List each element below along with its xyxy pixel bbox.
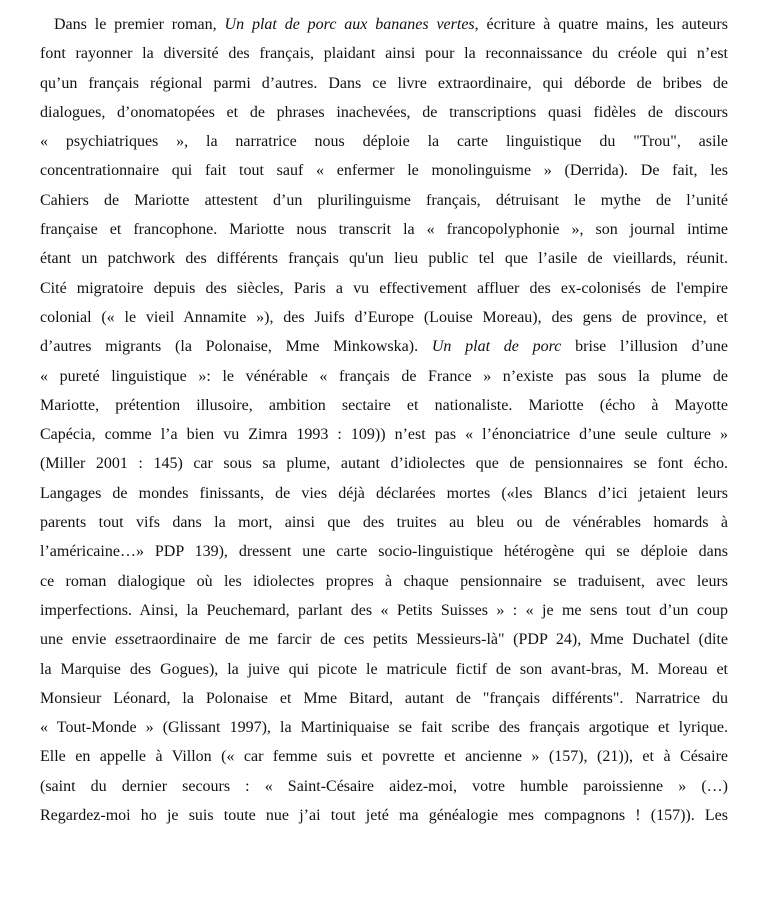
text-line	[40, 215, 728, 244]
text-segment: , écriture à quatre mains, les auteurs	[474, 16, 728, 33]
text-line	[40, 69, 728, 98]
text-segment: Dans le premier roman,	[54, 16, 225, 33]
text-line	[40, 362, 728, 391]
text-line	[40, 303, 728, 332]
body-paragraph	[40, 10, 728, 830]
text-segment: parents tout vifs dans la mort, ainsi que des truites au bleu ou de vénérables homards à	[40, 514, 728, 532]
text-segment: (saint du dernier secours : « Saint-Césaire aidez-moi, votre humble paroissienne » (…)	[40, 777, 728, 795]
text-segment: l’américaine…» PDP 139), dressent une carte socio-linguistique hétérogène qui se déploie dans	[40, 543, 728, 561]
text-segment: d’autres migrants (la Polonaise, Mme Minkowska).	[40, 338, 432, 356]
text-line	[40, 742, 728, 771]
text-segment: Cité migratoire depuis des siècles, Paris a vu effectivement affluer des ex-colonisés de l'empire	[40, 279, 728, 297]
text-line	[40, 772, 728, 801]
text-line	[40, 391, 728, 420]
text-line	[40, 655, 728, 684]
text-segment: « pureté linguistique »: le vénérable « français de France » n’existe pas sous la plume de	[40, 367, 728, 385]
text-line	[40, 508, 728, 537]
text-line	[40, 684, 728, 713]
text-segment: qu’un français régional parmi d’autres. Dans ce livre extraordinaire, qui déborde de bribes de	[40, 74, 728, 92]
text-line	[40, 244, 728, 273]
text-line	[40, 449, 728, 478]
text-line	[40, 274, 728, 303]
text-segment: imperfections. Ainsi, la Peuchemard, parlant des « Petits Suisses » : « je me sens tout d’un coup	[40, 601, 728, 619]
text-segment: Monsieur Léonard, la Polonaise et Mme Bitard, autant de "français différents". Narratrice du	[40, 689, 728, 707]
document-page	[40, 10, 728, 830]
text-line	[40, 596, 728, 625]
text-line	[40, 127, 728, 156]
text-segment: (Miller 2001 : 145) car sous sa plume, autant d’idiolectes que de pensionnaires se font écho.	[40, 455, 728, 473]
text-segment: font rayonner la diversité des français, plaidant ainsi pour la reconnaissance du créole qui n’est	[40, 45, 728, 63]
text-segment: Capécia, comme l’a bien vu Zimra 1993 : 109)) n’est pas « l’énonciatrice d’une seule culture »	[40, 426, 728, 444]
italic-title: Un plat de porc	[431, 338, 562, 356]
text-segment: Regardez-moi ho je suis toute nue j’ai tout jeté ma généalogie mes compagnons ! (157)). Les	[40, 807, 728, 825]
italic-title: esse	[115, 631, 142, 649]
text-line	[40, 98, 728, 127]
text-segment: colonial (« le vieil Annamite »), des Juifs d’Europe (Louise Moreau), des gens de province, et	[40, 308, 728, 326]
text-line	[40, 186, 728, 215]
text-segment: une envie	[40, 631, 116, 649]
text-line	[40, 156, 728, 185]
text-segment: Cahiers de Mariotte attestent d’un plurilinguisme français, détruisant le mythe de l’unité	[40, 191, 728, 209]
text-segment: concentrationnaire qui fait tout sauf « enfermer le monolinguisme » (Derrida). De fait, les	[40, 162, 728, 180]
text-line	[40, 332, 728, 361]
text-segment: traordinaire de me farcir de ces petits Messieurs-là" (PDP 24), Mme Duchatel (dite	[141, 631, 728, 649]
text-segment: ce roman dialogique où les idiolectes propres à chaque pensionnaire se traduisent, avec leurs	[40, 572, 728, 590]
text-line	[40, 625, 728, 654]
text-line	[40, 10, 728, 39]
text-segment: brise l’illusion d’une	[561, 338, 729, 356]
text-line	[40, 479, 728, 508]
text-segment: dialogues, d’onomatopées et de phrases inachevées, de transcriptions quasi fidèles de discours	[40, 103, 728, 121]
text-segment: française et francophone. Mariotte nous transcrit la « francopolyphonie », son journal intime	[40, 221, 728, 239]
text-segment: « Tout-Monde » (Glissant 1997), la Martiniquaise se fait scribe des français argotique et lyrique.	[40, 719, 728, 737]
text-segment: Langages de mondes finissants, de vies déjà déclarées mortes («les Blancs d’ici jetaient leurs	[40, 484, 728, 502]
text-line	[40, 420, 728, 449]
text-segment: étant un patchwork des différents français qu'un lieu public tel que l’asile de vieillards, réunit.	[40, 250, 728, 268]
text-line	[40, 537, 728, 566]
italic-title: Un plat de porc aux bananes vertes	[224, 16, 475, 33]
text-segment: Mariotte, prétention illusoire, ambition sectaire et nationaliste. Mariotte (écho à Mayotte	[40, 396, 728, 414]
text-line	[40, 713, 728, 742]
text-segment: « psychiatriques », la narratrice nous déploie la carte linguistique du "Trou", asile	[40, 133, 728, 151]
text-segment: Elle en appelle à Villon (« car femme suis et povrette et ancienne » (157), (21)), et à Césaire	[40, 748, 728, 766]
text-line	[40, 39, 728, 68]
text-line	[40, 801, 728, 830]
text-line	[40, 567, 728, 596]
text-segment: la Marquise des Gogues), la juive qui picote le matricule fictif de son avant-bras, M. Moreau et	[40, 660, 728, 678]
